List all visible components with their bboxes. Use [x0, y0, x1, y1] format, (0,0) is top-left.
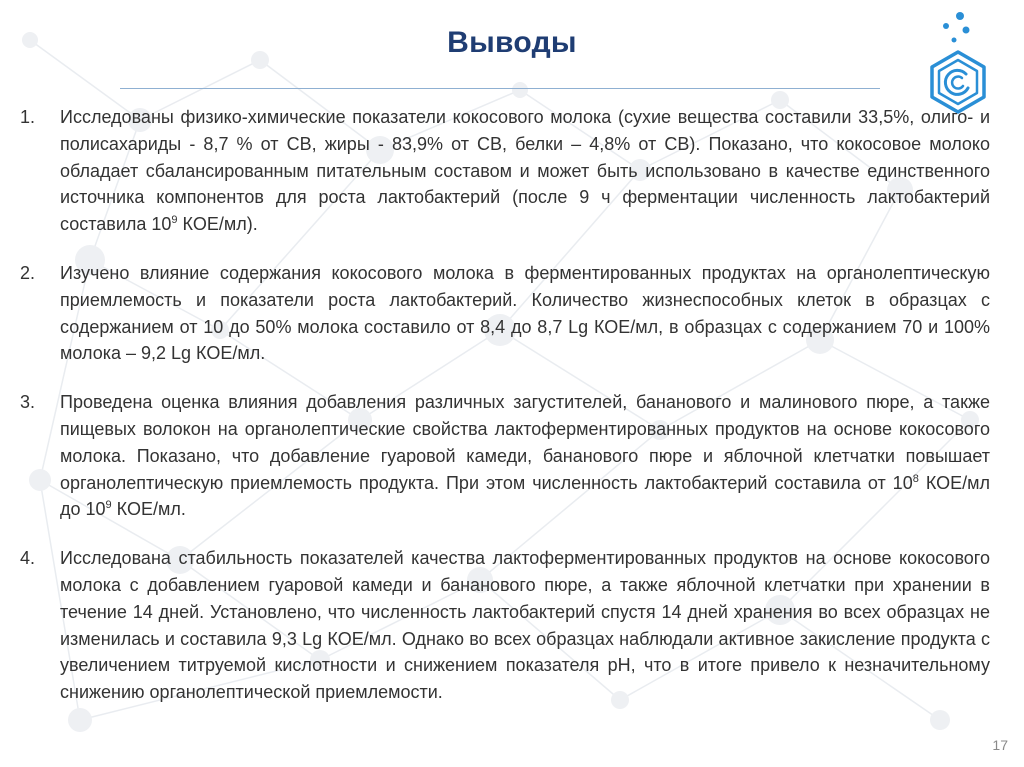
- slide-title: Выводы: [447, 26, 577, 59]
- title-divider: [120, 88, 880, 89]
- list-number: 2.: [20, 262, 36, 283]
- conclusion-text: Исследована стабильность показателей качества лактоферментированных продуктов на основе кокосового молока с добавлением гуаровой камеди и бананового пюре, а также яблочной клетчатки при хранении в течение 14 дней. Установлено, что численность лактобактерий спустя 14 дней хранения во всех образцах не изменилась и составила 9,3 Lg КОЕ/мл. Однако во всех образцах наблюдали активное закисление продукта с увеличением титруемой кислотности и снижением показателя pH, что в итоге привело к незначительному снижению органолептической приемлемости.: [60, 548, 990, 703]
- text-segment: КОЕ/мл.: [111, 499, 186, 520]
- conclusions-list: [0, 104, 1024, 728]
- list-number: 4.: [20, 548, 36, 569]
- conclusion-item-3: [0, 389, 1024, 523]
- conclusion-item-4: [0, 545, 1024, 706]
- text-segment: КОЕ/мл до 10: [60, 472, 991, 520]
- conclusion-item-2: [0, 260, 1024, 367]
- superscript-exponent: 9: [105, 499, 112, 512]
- page-number: 17: [992, 737, 1008, 753]
- superscript-exponent: 8: [912, 472, 919, 485]
- hexagon-molecule-logo-icon: [920, 8, 996, 114]
- conclusion-text: Изучено влияние содержания кокосового молока в ферментированных продуктах на органолептическую приемлемость и показатели роста лактобактерий. Количество жизнеспособных клеток в образцах с содержанием от 10 до 50% молока составило от 8,4 до 8,7 Lg КОЕ/мл, в образцах с содержанием 70 и 100% молока – 9,2 Lg КОЕ/мл.: [60, 262, 990, 364]
- list-number: 1.: [20, 107, 36, 127]
- list-number: 3.: [20, 392, 36, 413]
- text-segment: КОЕ/мл).: [177, 214, 258, 235]
- conclusion-text: [60, 389, 990, 523]
- text-segment: Исследованы физико-химические показатели кокосового молока (сухие вещества составили 33,5%, олиго- и полисахариды - 8,7 % от СВ, жиры - 83,9% от СВ, белки – 4,8% от СВ). Показано, что кокосовое молоко обладает сбалансированным питательным составом и может быть использовано в качестве единственного источника компонентов для роста лактобактерий (после 9 ч ферментации численность лактобактерий составила 10: [60, 107, 990, 235]
- conclusion-text: [60, 104, 990, 238]
- conclusion-item-1: [0, 104, 1024, 238]
- superscript-exponent: 9: [171, 214, 178, 227]
- text-segment: Проведена оценка влияния добавления различных загустителей, бананового и малинового пюре, а также пищевых волокон на органолептические свойства лактоферментированных продуктов на основе кокосового молока. Показано, что добавление гуаровой камеди, бананового пюре и яблочной клетчатки повышает органолептическую приемлемость продукта. При этом численность лактобактерий составила от 10: [60, 392, 990, 493]
